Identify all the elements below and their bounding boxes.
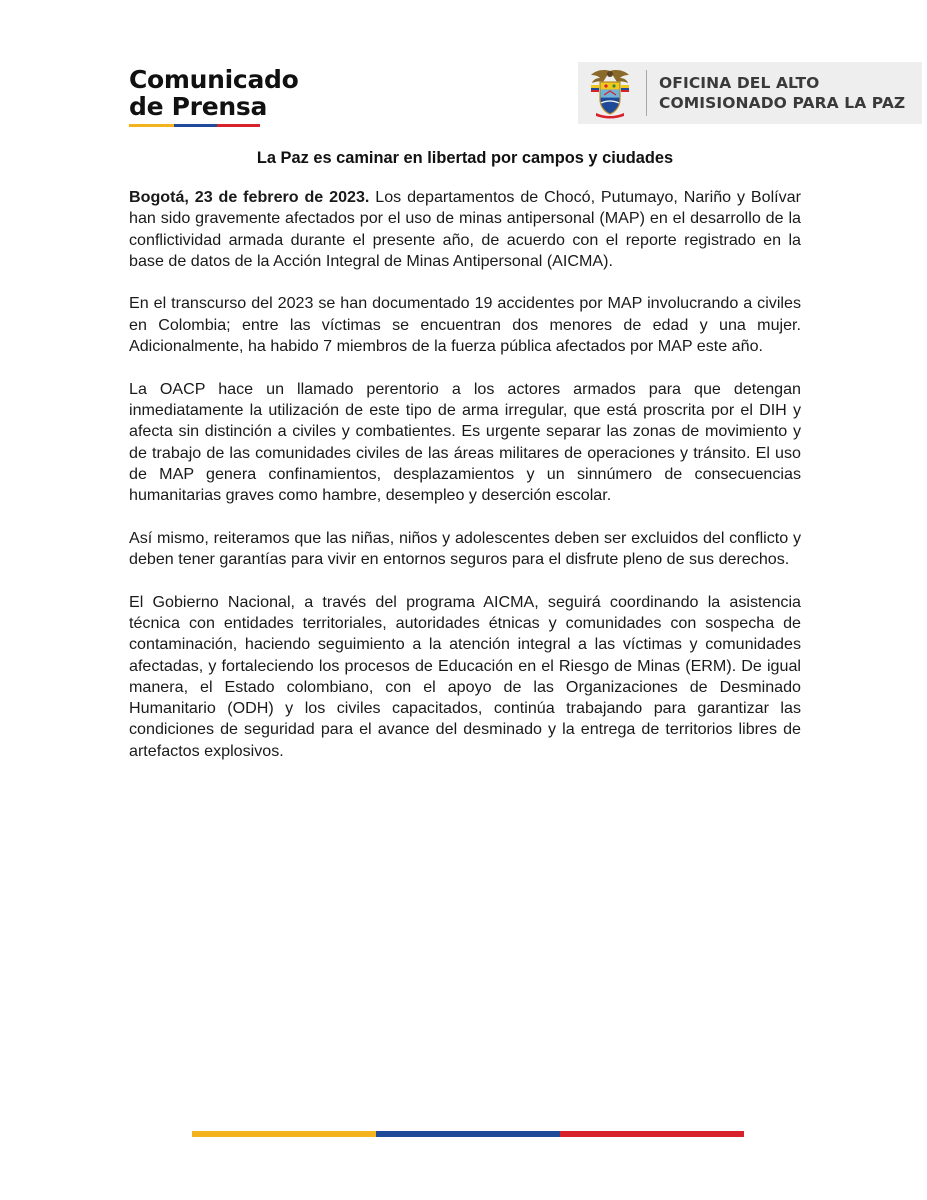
tricolor-red-stripe	[217, 124, 260, 127]
paragraph-1	[129, 187, 801, 272]
paragraph-2: En el transcurso del 2023 se han documentado 19 accidentes por MAP involucrando a civiles en Colombia; entre las víctimas se encuentran dos menores de edad y una mujer. Adicionalmente, ha habido 7 miembros de la fuerza pública afectados por MAP este año.	[129, 294, 801, 356]
press-release-title-line2: de Prensa	[129, 92, 268, 121]
document-title: La Paz es caminar en libertad por campos y ciudades	[256, 149, 674, 167]
paragraph-3: La OACP hace un llamado perentorio a los actores armados para que detengan inmediatamente la utilización de este tipo de arma irregular, que está proscrita por el DIH y afecta sin distinción a civiles y combatientes. Es urgente separar las zonas de movimiento y de trabajo de las comunidades civiles de las áreas militares de operaciones y tránsito. El uso de MAP genera confinamientos, desplazamientos y un sinnúmero de consecuencias humanitarias graves como hambre, desempleo y deserción escolar.	[129, 379, 801, 505]
organization-divider	[646, 70, 647, 116]
paragraph-4: Así mismo, reiteramos que las niñas, niños y adolescentes deben ser excluidos del conflicto y deben tener garantías para vivir en entornos seguros para el disfrute pleno de sus derechos.	[129, 528, 801, 569]
footer-tricolor-bar	[192, 1131, 744, 1137]
tricolor-yellow-stripe	[129, 124, 174, 127]
paragraph-5: El Gobierno Nacional, a través del programa AICMA, seguirá coordinando la asistencia técnica con entidades territoriales, autoridades étnicas y comunidades con sospecha de contaminación, haciendo seguimiento a la atención integral a las víctimas y comunidades afectadas, y fortaleciendo los procesos de Educación en el Riesgo de Minas (ERM). De igual manera, el Estado colombiano, con el apoyo de las Organizaciones de Desminado Humanitario (ODH) y los civiles capacitados, continúa trabajando para garantizar las condiciones de seguridad para el avance del desminado y la entrega de territorios libres de artefactos explosivos.	[129, 592, 801, 760]
dateline: Bogotá, 23 de febrero de 2023.	[129, 188, 370, 206]
paragraph-1-text: Los departamentos de Chocó, Putumayo, Nariño y Bolívar han sido gravemente afectados por el uso de minas antipersonal (MAP) en el desarrollo de la conflictividad armada durante el presente año, de acuerdo con el reporte registrado en la base de datos de la Acción Integral de Minas Antipersonal (AICMA).	[129, 188, 801, 270]
organization-name-line1: OFICINA DEL ALTO	[659, 74, 820, 92]
footer-red-stripe	[560, 1131, 744, 1137]
footer-yellow-stripe	[192, 1131, 376, 1137]
organization-name-line2: COMISIONADO PARA LA PAZ	[659, 94, 906, 112]
colombia-coat-of-arms-icon	[582, 65, 638, 121]
organization-name	[659, 73, 905, 113]
footer-blue-stripe	[376, 1131, 560, 1137]
tricolor-underline	[129, 124, 260, 127]
tricolor-blue-stripe	[174, 124, 217, 127]
press-release-heading	[129, 66, 299, 127]
document-body	[129, 187, 801, 783]
organization-header-box	[578, 62, 922, 124]
press-release-title-line1: Comunicado	[129, 65, 299, 94]
press-release-title	[129, 66, 299, 120]
